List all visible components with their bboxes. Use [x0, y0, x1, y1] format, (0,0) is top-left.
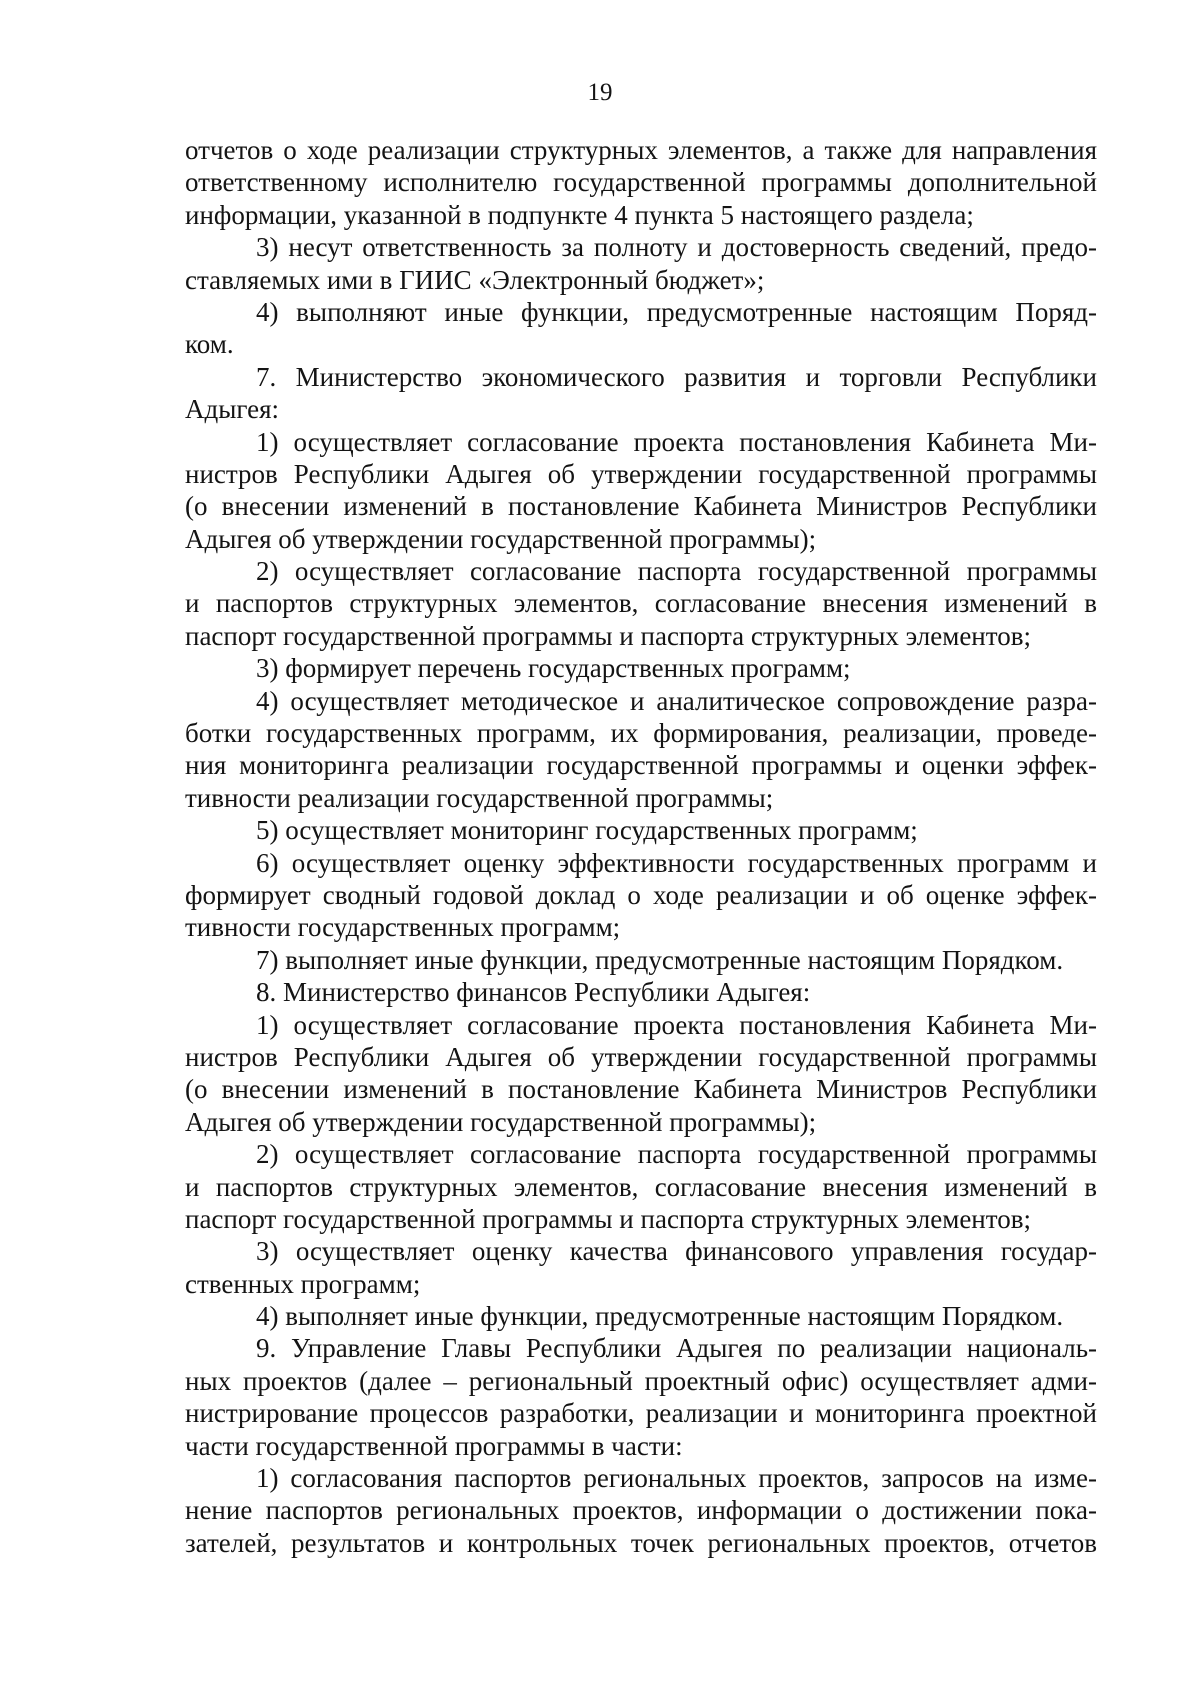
text-line: Адыгея об утверждении государственной программы);: [185, 1106, 817, 1137]
text-line: 7) выполняет иные функции, предусмотренные настоящим Порядком.: [256, 944, 1064, 975]
text-line: 7. Министерство экономического развития и торговли Республики: [256, 361, 1097, 392]
text-line: паспорт государственной программы и паспорта структурных элементов;: [185, 620, 1031, 651]
text-line: 3) осуществляет оценку качества финансового управления государ-: [256, 1236, 1097, 1267]
document-body: [185, 134, 1097, 1559]
text-line: 3) несут ответственность за полноту и достоверность сведений, предо-: [256, 232, 1097, 263]
text-line: информации, указанной в подпункте 4 пункта 5 настоящего раздела;: [185, 199, 974, 230]
text-line: нение паспортов региональных проектов, информации о достижении пока-: [185, 1495, 1097, 1526]
text-line: 2) осуществляет согласование паспорта государственной программы: [256, 1139, 1097, 1170]
text-line: части государственной программы в части:: [185, 1430, 683, 1461]
text-line: ния мониторинга реализации государственной программы и оценки эффек-: [185, 750, 1097, 781]
text-line: Адыгея об утверждении государственной программы);: [185, 523, 817, 554]
text-line: и паспортов структурных элементов, согласование внесения изменений в: [185, 1171, 1097, 1202]
text-line: тивности реализации государственной программы;: [185, 782, 774, 813]
text-line: 6) осуществляет оценку эффективности государственных программ и: [256, 847, 1097, 878]
text-line: отчетов о ходе реализации структурных элементов, а также для направления: [185, 135, 1097, 165]
text-line: 1) осуществляет согласование проекта постановления Кабинета Ми-: [256, 1009, 1097, 1040]
text-line: паспорт государственной программы и паспорта структурных элементов;: [185, 1203, 1031, 1234]
text-line: 1) согласования паспортов региональных проектов, запросов на изме-: [256, 1463, 1097, 1494]
text-line: тивности государственных программ;: [185, 912, 621, 943]
text-line: 4) выполняет иные функции, предусмотренные настоящим Порядком.: [256, 1301, 1064, 1332]
text-line: 4) осуществляет методическое и аналитическое сопровождение разра-: [256, 685, 1097, 716]
text-line: нистрирование процессов разработки, реализации и мониторинга проектной: [185, 1398, 1097, 1429]
text-line: (о внесении изменений в постановление Кабинета Министров Республики: [185, 491, 1097, 522]
text-line: 3) формирует перечень государственных программ;: [256, 653, 851, 684]
text-line: 4) выполняют иные функции, предусмотренные настоящим Поряд-: [256, 296, 1097, 327]
text-line: 1) осуществляет согласование проекта постановления Кабинета Ми-: [256, 426, 1097, 457]
text-line: 5) осуществляет мониторинг государственных программ;: [256, 815, 918, 846]
text-line: 9. Управление Главы Республики Адыгея по реализации националь-: [256, 1333, 1097, 1364]
text-line: ственных программ;: [185, 1268, 421, 1299]
text-line: ных проектов (далее – региональный проектный офис) осуществляет адми-: [185, 1365, 1097, 1396]
text-line: ставляемых ими в ГИИС «Электронный бюджет»;: [185, 264, 765, 295]
text-line: (о внесении изменений в постановление Кабинета Министров Республики: [185, 1074, 1097, 1105]
text-line: нистров Республики Адыгея об утверждении государственной программы: [185, 1041, 1097, 1072]
text-line: ответственному исполнителю государственной программы дополнительной: [185, 167, 1097, 198]
text-line: формирует сводный годовой доклад о ходе реализации и об оценке эффек-: [185, 879, 1097, 910]
text-line: 2) осуществляет согласование паспорта государственной программы: [256, 556, 1097, 587]
text-line: нистров Республики Адыгея об утверждении государственной программы: [185, 458, 1097, 489]
text-line: и паспортов структурных элементов, согласование внесения изменений в: [185, 588, 1097, 619]
text-line: ботки государственных программ, их формирования, реализации, проведе-: [185, 718, 1097, 749]
page-number: 19: [587, 79, 613, 106]
text-line: 8. Министерство финансов Республики Адыгея:: [256, 977, 811, 1008]
text-line: Адыгея:: [185, 394, 279, 425]
text-line: ком.: [185, 329, 234, 360]
text-line: зателей, результатов и контрольных точек региональных проектов, отчетов: [185, 1527, 1097, 1558]
